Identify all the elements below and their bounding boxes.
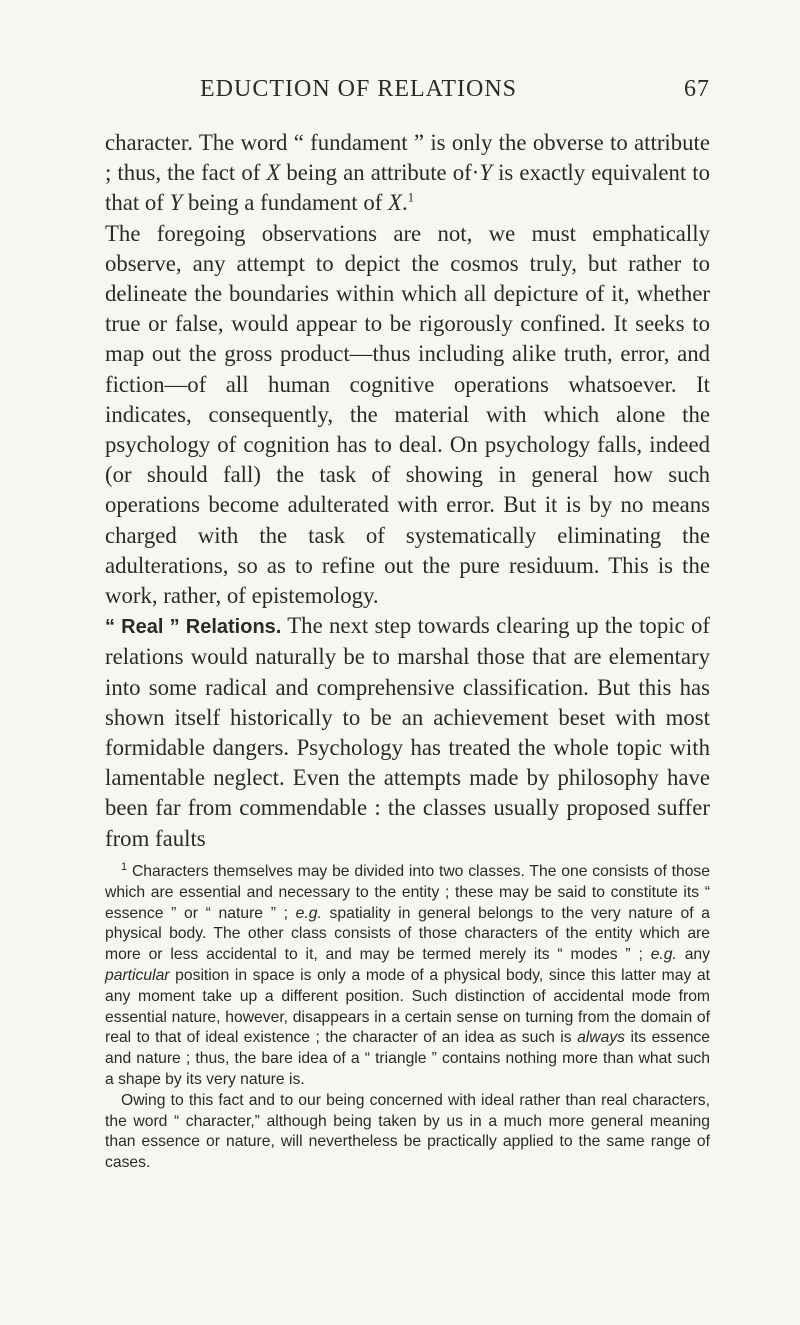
variable-y: Y bbox=[479, 160, 492, 186]
paragraph-1 bbox=[105, 128, 710, 219]
section-heading: “ Real ” Relations. bbox=[105, 616, 282, 639]
text-run: . bbox=[401, 190, 408, 216]
footnote-1 bbox=[105, 862, 710, 1091]
footnotes bbox=[105, 862, 710, 1174]
text-run: is exactly equivalent to that of bbox=[105, 160, 710, 216]
text-run: Characters themselves may be divided into two classes. The one consists of those which are essential and necessary to the entity ; these may be said to constitute its “ essence ” or “ nature ” ; bbox=[105, 863, 710, 922]
italic-text: particular bbox=[105, 966, 170, 984]
italic-text: e.g. bbox=[295, 904, 322, 922]
text-run: character. The word “ fundament ” is only the obverse to attribute ; thus, the fact of bbox=[105, 130, 710, 186]
italic-text: e.g. bbox=[650, 946, 677, 964]
text-run: spatiality in general belongs to the very nature of a physical body. The other class consists of those characters of the entity which are more or less accidental to it, and may be termed merely its “ modes ” ; bbox=[105, 904, 710, 964]
italic-text: always bbox=[577, 1029, 626, 1047]
text-run: its essence and nature ; thus, the bare idea of a “ triangle ” contains nothing more than what such a shape by its very nature is. bbox=[105, 1029, 710, 1088]
paragraph-2: The foregoing observations are not, we must emphatically observe, any attempt to depict the cosmos truly, but rather to delineate the boundaries within which all depicture of it, whether true or false, would appear to be rigorously confined. It seeks to map out the gross product—thus including alike truth, error, and fiction—of all human cognitive operations whatsoever. It indicates, consequently, the material with which alone the psychology of cognition has to deal. On psychology falls, indeed (or should fall) the task of showing in general how such operations become adulterated with error. But it is by no means charged with the task of systematically eliminating the adulterations, so as to refine out the pure residuum. This is the work, rather, of epistemology. bbox=[105, 220, 710, 609]
variable-x: X bbox=[388, 190, 402, 216]
footnote-marker: 1 bbox=[121, 860, 128, 873]
text-run: The next step towards clearing up the topic of relations would naturally be to marshal those that are elementary into some radical and comprehensive classification. But this has shown itself historically to be an achievement beset with most formidable dangers. Psychology has treated the whole topic with lamentable neglect. Even the attempts made by philosophy have been far from commendable : the classes usually proposed suffer from faults bbox=[105, 613, 710, 851]
variable-x: X bbox=[266, 160, 281, 186]
page-number: 67 bbox=[684, 76, 710, 102]
paragraph-3 bbox=[105, 611, 710, 854]
text-run: being an attribute of· bbox=[280, 160, 480, 186]
text-run: being a fundament of bbox=[182, 190, 389, 216]
body-text bbox=[105, 128, 710, 854]
footnote-1-continuation: Owing to this fact and to our being concerned with ideal rather than real characters, the word “ character,” although being taken by us in a much more general meaning than essence or nature, will nevertheless be practically applied to the same range of cases. bbox=[105, 1091, 710, 1172]
text-run: position in space is only a mode of a physical body, since this latter may at any moment take up a different position. Such distinction of accidental mode from essential nature, however, disappears in a certain sense on turning from the domain of real to that of ideal existence ; the character of an idea as such is bbox=[105, 966, 710, 1047]
running-title: EDUCTION OF RELATIONS bbox=[200, 76, 517, 102]
variable-y: Y bbox=[169, 190, 183, 216]
footnote-reference[interactable]: 1 bbox=[407, 189, 415, 205]
text-run: any bbox=[676, 946, 710, 964]
